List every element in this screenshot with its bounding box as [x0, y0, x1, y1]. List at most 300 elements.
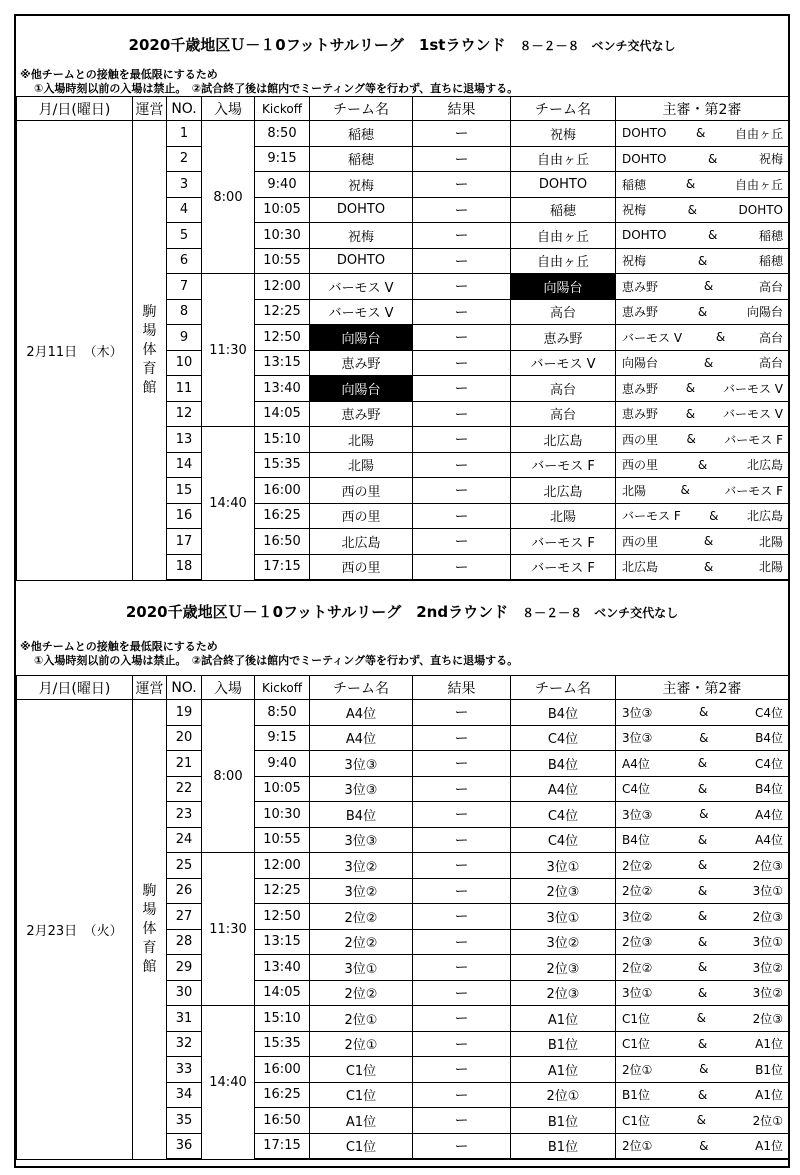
referee-cell — [616, 751, 789, 777]
referee-main: 恵み野 — [622, 407, 659, 422]
referee-main: 北陽 — [622, 483, 647, 498]
header-result: 結果 — [413, 97, 511, 121]
kickoff-time: 10:30 — [255, 802, 310, 828]
referee-pair — [616, 533, 788, 550]
kickoff-time: 9:15 — [255, 146, 310, 172]
match-result: ー — [413, 248, 511, 274]
header-date: 月/日(曜日) — [17, 97, 133, 121]
referee-pair — [616, 882, 788, 899]
match-date: 2月11日 （木） — [17, 121, 133, 581]
match-date: 2月23日 （火） — [17, 700, 133, 1160]
referee-main: 祝梅 — [622, 203, 647, 218]
schedule-page — [14, 14, 790, 1168]
kickoff-time: 16:25 — [255, 1082, 310, 1108]
match-no: 34 — [167, 1082, 202, 1108]
referee-main: バーモス V — [622, 330, 683, 345]
round2-table — [16, 675, 789, 1160]
referee-pair — [616, 431, 788, 448]
referee-cell — [616, 1006, 789, 1032]
match-result: ー — [413, 853, 511, 879]
referee-pair — [616, 755, 788, 772]
referee-amp: & — [697, 756, 708, 771]
referee-pair — [616, 933, 788, 950]
kickoff-time: 12:00 — [255, 274, 310, 300]
team2-name: 3位① — [511, 904, 616, 930]
team2-name: C4位 — [511, 725, 616, 751]
referee-main: 北広島 — [622, 560, 659, 575]
referee-pair — [616, 831, 788, 848]
referee-amp: & — [697, 781, 708, 796]
match-no: 25 — [167, 853, 202, 879]
referee-main: 西の里 — [622, 432, 659, 447]
referee-pair — [616, 729, 788, 746]
match-result: ー — [413, 529, 511, 555]
referee-main: 向陽台 — [622, 356, 659, 371]
referee-cell — [616, 904, 789, 930]
kickoff-time: 10:55 — [255, 827, 310, 853]
team2-name: バーモス F — [511, 554, 616, 580]
referee-cell — [616, 725, 789, 751]
referee-second: 祝梅 — [758, 152, 783, 167]
referee-pair — [616, 1061, 788, 1078]
round1-note-line1: ※他チームとの接触を最低限にするため — [20, 68, 218, 81]
referee-second: 2位③ — [752, 1011, 783, 1026]
referee-pair — [616, 380, 788, 397]
referee-second: 稲穂 — [758, 228, 783, 243]
team1-name: B4位 — [310, 802, 413, 828]
referee-second: バーモス F — [724, 483, 783, 498]
referee-amp: & — [697, 985, 708, 1000]
referee-second: 自由ヶ丘 — [734, 177, 783, 192]
referee-main: 恵み野 — [622, 279, 659, 294]
kickoff-time: 9:40 — [255, 172, 310, 198]
referee-pair — [616, 125, 788, 142]
kickoff-time: 8:50 — [255, 700, 310, 726]
referee-amp: & — [696, 1011, 706, 1026]
referee-second: バーモス V — [722, 381, 783, 396]
referee-cell — [616, 554, 789, 580]
referee-main: 2位② — [622, 858, 653, 873]
match-result: ー — [413, 427, 511, 453]
round1-header-row — [17, 97, 789, 121]
referee-amp: & — [696, 126, 706, 141]
team2-name: 稲穂 — [511, 197, 616, 223]
header-entry: 入場 — [202, 676, 255, 700]
referee-amp: & — [697, 909, 708, 924]
round1-body — [17, 121, 789, 581]
entry-time: 11:30 — [202, 853, 255, 1006]
team2-name: 北陽 — [511, 503, 616, 529]
match-no: 14 — [167, 452, 202, 478]
referee-pair — [616, 405, 788, 422]
match-no: 27 — [167, 904, 202, 930]
header-no: NO. — [167, 676, 202, 700]
referee-cell — [616, 529, 789, 555]
match-result: ー — [413, 802, 511, 828]
referee-main: C1位 — [622, 1011, 651, 1026]
referee-main: 稲穂 — [622, 177, 647, 192]
referee-second: 向陽台 — [746, 305, 783, 320]
referee-main: 西の里 — [622, 458, 659, 473]
referee-second: C4位 — [754, 756, 783, 771]
team2-name: A1位 — [511, 1006, 616, 1032]
referee-main: 2位② — [622, 960, 653, 975]
referee-pair — [616, 780, 788, 797]
referee-cell — [616, 197, 789, 223]
match-no: 19 — [167, 700, 202, 726]
referee-second: 3位① — [752, 935, 783, 950]
match-no: 9 — [167, 325, 202, 351]
referee-amp: & — [709, 508, 719, 523]
venue-name — [133, 700, 167, 1160]
team1-name: 北広島 — [310, 529, 413, 555]
match-result: ー — [413, 725, 511, 751]
referee-pair — [616, 303, 788, 320]
team2-name: DOHTO — [511, 172, 616, 198]
kickoff-time: 12:25 — [255, 299, 310, 325]
match-no: 4 — [167, 197, 202, 223]
referee-cell — [616, 853, 789, 879]
referee-amp: & — [696, 1113, 706, 1128]
kickoff-time: 10:05 — [255, 197, 310, 223]
referee-second: 2位③ — [752, 909, 783, 924]
team1-name: 3位③ — [310, 776, 413, 802]
referee-pair — [616, 354, 788, 371]
team1-name: バーモス V — [310, 299, 413, 325]
kickoff-time: 16:50 — [255, 529, 310, 555]
kickoff-time: 12:00 — [255, 853, 310, 879]
kickoff-time: 13:40 — [255, 376, 310, 402]
referee-amp: & — [685, 381, 696, 396]
team1-name: 3位② — [310, 878, 413, 904]
team1-name: 3位③ — [310, 751, 413, 777]
team2-name: 2位③ — [511, 878, 616, 904]
match-no: 28 — [167, 929, 202, 955]
team2-name: 2位① — [511, 1082, 616, 1108]
team1-name: C1位 — [310, 1133, 413, 1159]
referee-pair — [616, 704, 788, 721]
referee-second: A4位 — [755, 807, 783, 822]
team2-name: 自由ヶ丘 — [511, 146, 616, 172]
referee-amp: & — [697, 1036, 708, 1051]
referee-cell — [616, 325, 789, 351]
team1-name: DOHTO — [310, 248, 413, 274]
match-no: 36 — [167, 1133, 202, 1159]
referee-second: 北広島 — [746, 509, 783, 524]
round1-note-line2: ①入場時刻以前の入場は禁止。 ②試合終了後は館内でミーティング等を行わず、直ちに退場する。 — [34, 82, 519, 95]
kickoff-time: 9:40 — [255, 751, 310, 777]
kickoff-time: 15:35 — [255, 1031, 310, 1057]
referee-amp: & — [697, 1087, 708, 1102]
team2-name: バーモス F — [511, 529, 616, 555]
referee-main: 3位③ — [622, 807, 653, 822]
team2-name: 2位③ — [511, 980, 616, 1006]
referee-main: C1位 — [622, 1037, 651, 1052]
referee-pair — [616, 176, 788, 193]
referee-main: 3位③ — [622, 705, 653, 720]
referee-cell — [616, 980, 789, 1006]
referee-amp: & — [699, 1062, 709, 1077]
match-result: ー — [413, 146, 511, 172]
referee-main: 3位① — [622, 986, 653, 1001]
match-no: 35 — [167, 1108, 202, 1134]
referee-cell — [616, 401, 789, 427]
header-team2: チーム名 — [511, 676, 616, 700]
referee-cell — [616, 427, 789, 453]
match-result: ー — [413, 1031, 511, 1057]
match-result: ー — [413, 1006, 511, 1032]
referee-amp: & — [703, 279, 714, 294]
team1-name: 3位③ — [310, 827, 413, 853]
match-result: ー — [413, 274, 511, 300]
match-result: ー — [413, 452, 511, 478]
team1-name: 北陽 — [310, 427, 413, 453]
referee-second: 高台 — [758, 279, 783, 294]
referee-amp: & — [687, 202, 697, 217]
kickoff-time: 13:15 — [255, 350, 310, 376]
referee-pair — [616, 1010, 788, 1027]
referee-pair — [616, 507, 788, 524]
referee-second: 3位① — [752, 884, 783, 899]
referee-main: 3位② — [622, 909, 653, 924]
header-entry: 入場 — [202, 97, 255, 121]
kickoff-time: 9:15 — [255, 725, 310, 751]
referee-main: A4位 — [622, 756, 650, 771]
referee-cell — [616, 376, 789, 402]
referee-pair — [616, 1112, 788, 1129]
match-result: ー — [413, 1133, 511, 1159]
referee-main: C4位 — [622, 782, 651, 797]
referee-second: バーモス V — [722, 407, 783, 422]
match-result: ー — [413, 904, 511, 930]
referee-second: 稲穂 — [758, 254, 783, 269]
referee-cell — [616, 350, 789, 376]
match-result: ー — [413, 503, 511, 529]
referee-second: 北広島 — [746, 458, 783, 473]
team1-name: 2位① — [310, 1006, 413, 1032]
entry-time: 8:00 — [202, 121, 255, 274]
match-no: 3 — [167, 172, 202, 198]
referee-cell — [616, 172, 789, 198]
referee-pair — [616, 456, 788, 473]
match-result: ー — [413, 751, 511, 777]
match-result: ー — [413, 325, 511, 351]
team1-name: A4位 — [310, 725, 413, 751]
round2-note-line1: ※他チームとの接触を最低限にするため — [20, 640, 218, 653]
match-no: 32 — [167, 1031, 202, 1057]
referee-cell — [616, 929, 789, 955]
referee-amp: & — [697, 253, 708, 268]
referee-cell — [616, 248, 789, 274]
team1-name: A4位 — [310, 700, 413, 726]
entry-time: 8:00 — [202, 700, 255, 853]
round2-body — [17, 700, 789, 1160]
team1-name: 向陽台 — [310, 325, 413, 351]
match-no: 12 — [167, 401, 202, 427]
kickoff-time: 12:25 — [255, 878, 310, 904]
team2-name: 3位② — [511, 929, 616, 955]
referee-second: 北陽 — [758, 560, 783, 575]
referee-cell — [616, 274, 789, 300]
match-no: 29 — [167, 955, 202, 981]
referee-second: A1位 — [755, 1139, 783, 1154]
referee-second: A4位 — [755, 833, 783, 848]
header-referee: 主審・第2審 — [616, 676, 789, 700]
referee-second: 3位② — [752, 960, 783, 975]
team1-name: 北陽 — [310, 452, 413, 478]
team2-name: 北広島 — [511, 478, 616, 504]
referee-amp: & — [703, 559, 714, 574]
referee-main: DOHTO — [622, 126, 667, 141]
team1-name: 2位② — [310, 980, 413, 1006]
match-result: ー — [413, 121, 511, 147]
referee-cell — [616, 776, 789, 802]
referee-second: DOHTO — [738, 202, 783, 217]
match-no: 6 — [167, 248, 202, 274]
referee-cell — [616, 955, 789, 981]
round2-title — [16, 601, 788, 622]
referee-main: 3位③ — [622, 731, 653, 746]
team1-name: 2位② — [310, 904, 413, 930]
match-no: 5 — [167, 223, 202, 249]
team1-name: 2位② — [310, 929, 413, 955]
team2-name: 恵み野 — [511, 325, 616, 351]
referee-amp: & — [697, 960, 708, 975]
referee-second: 高台 — [758, 356, 783, 371]
referee-amp: & — [708, 151, 718, 166]
kickoff-time: 8:50 — [255, 121, 310, 147]
match-result: ー — [413, 1057, 511, 1083]
referee-main: 祝梅 — [622, 254, 647, 269]
match-no: 22 — [167, 776, 202, 802]
referee-amp: & — [680, 483, 690, 498]
team2-name: B1位 — [511, 1133, 616, 1159]
referee-cell — [616, 223, 789, 249]
match-no: 33 — [167, 1057, 202, 1083]
referee-main: DOHTO — [622, 228, 667, 243]
header-result: 結果 — [413, 676, 511, 700]
referee-amp: & — [685, 177, 696, 192]
referee-pair — [616, 959, 788, 976]
match-no: 20 — [167, 725, 202, 751]
team2-name: A1位 — [511, 1057, 616, 1083]
referee-amp: & — [708, 228, 718, 243]
referee-pair — [616, 1137, 788, 1154]
round2-header-row — [17, 676, 789, 700]
table-row — [17, 700, 789, 726]
team2-name: B4位 — [511, 700, 616, 726]
match-no: 10 — [167, 350, 202, 376]
kickoff-time: 12:50 — [255, 904, 310, 930]
referee-second: 自由ヶ丘 — [734, 126, 783, 141]
header-referee: 主審・第2審 — [616, 97, 789, 121]
team1-name: 西の里 — [310, 478, 413, 504]
match-result: ー — [413, 1108, 511, 1134]
referee-pair — [616, 1035, 788, 1052]
referee-cell — [616, 1082, 789, 1108]
match-no: 30 — [167, 980, 202, 1006]
referee-second: B4位 — [755, 782, 783, 797]
header-team2: チーム名 — [511, 97, 616, 121]
referee-second: 2位③ — [752, 858, 783, 873]
kickoff-time: 14:05 — [255, 980, 310, 1006]
referee-amp: & — [697, 883, 708, 898]
kickoff-time: 17:15 — [255, 554, 310, 580]
header-team1: チーム名 — [310, 676, 413, 700]
match-result: ー — [413, 197, 511, 223]
entry-time: 14:40 — [202, 427, 255, 581]
team1-name: 稲穂 — [310, 146, 413, 172]
kickoff-time: 16:25 — [255, 503, 310, 529]
kickoff-time: 12:50 — [255, 325, 310, 351]
match-no: 17 — [167, 529, 202, 555]
kickoff-time: 10:30 — [255, 223, 310, 249]
entry-time: 11:30 — [202, 274, 255, 427]
round1-subtitle: ８－２－８ ベンチ交代なし — [519, 39, 676, 53]
match-result: ー — [413, 554, 511, 580]
referee-amp: & — [697, 457, 708, 472]
referee-amp: & — [715, 330, 726, 345]
team1-name: C1位 — [310, 1057, 413, 1083]
round1-title-text: 2020千歳地区Ｕ－１0フットサルリーグ 1stラウンド — [128, 36, 506, 54]
team2-name: バーモス V — [511, 350, 616, 376]
referee-cell — [616, 299, 789, 325]
team2-name: 北広島 — [511, 427, 616, 453]
match-no: 23 — [167, 802, 202, 828]
referee-cell — [616, 700, 789, 726]
team1-name: 2位① — [310, 1031, 413, 1057]
kickoff-time: 10:05 — [255, 776, 310, 802]
referee-amp: & — [703, 534, 714, 549]
referee-second: バーモス F — [724, 432, 783, 447]
referee-amp: & — [699, 1138, 709, 1153]
match-no: 8 — [167, 299, 202, 325]
referee-amp: & — [703, 355, 714, 370]
referee-amp: & — [697, 934, 708, 949]
referee-pair — [616, 806, 788, 823]
kickoff-time: 15:10 — [255, 1006, 310, 1032]
referee-pair — [616, 252, 788, 269]
team1-name: 恵み野 — [310, 350, 413, 376]
match-no: 11 — [167, 376, 202, 402]
match-no: 13 — [167, 427, 202, 453]
match-no: 24 — [167, 827, 202, 853]
match-result: ー — [413, 401, 511, 427]
match-result: ー — [413, 955, 511, 981]
team1-name: 西の里 — [310, 554, 413, 580]
team2-name: 3位① — [511, 853, 616, 879]
match-result: ー — [413, 776, 511, 802]
match-result: ー — [413, 478, 511, 504]
referee-main: 2位① — [622, 1139, 653, 1154]
referee-pair — [616, 329, 788, 346]
referee-pair — [616, 201, 788, 218]
referee-amp: & — [697, 304, 708, 319]
venue-text: 駒場体育館 — [142, 303, 157, 396]
kickoff-time: 10:55 — [255, 248, 310, 274]
team1-name: 稲穂 — [310, 121, 413, 147]
team1-name: 3位① — [310, 955, 413, 981]
team2-name: 2位③ — [511, 955, 616, 981]
referee-cell — [616, 146, 789, 172]
venue-text: 駒場体育館 — [142, 882, 157, 975]
team2-name: バーモス F — [511, 452, 616, 478]
team2-name: C4位 — [511, 802, 616, 828]
referee-main: 西の里 — [622, 534, 659, 549]
header-date: 月/日(曜日) — [17, 676, 133, 700]
referee-second: 2位① — [752, 1113, 783, 1128]
round2-title-text: 2020千歳地区Ｕ－１0フットサルリーグ 2ndラウンド — [125, 603, 509, 621]
